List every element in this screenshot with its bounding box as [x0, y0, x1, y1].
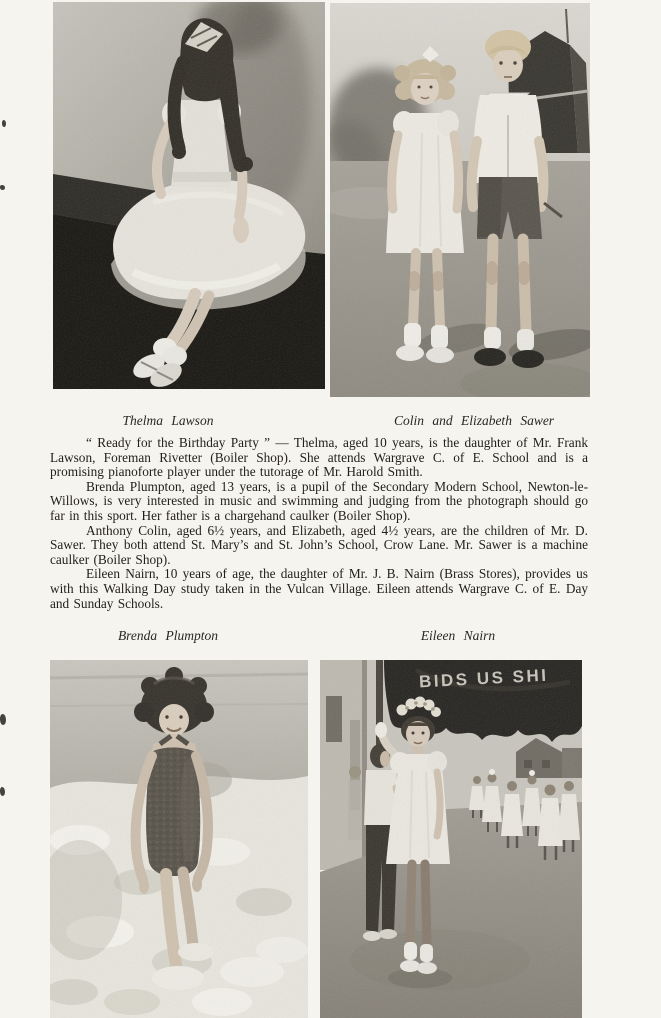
scan-speck	[2, 120, 6, 127]
caption-eileen-nairn: Eileen Nairn	[420, 628, 496, 643]
photo-brenda-plumpton	[50, 660, 308, 1018]
caption-colin-elizabeth-sawer: Colin and Elizabeth Sawer	[393, 413, 555, 428]
article-paragraph: Anthony Colin, aged 6½ years, and Elizabeth, aged 4½ years, are the children of Mr. D. Sawer. They both attend St. Mary’s and St. John’s School, Crow Lane. Mr. Sawer is a machine caulker (Boiler Shop).	[50, 522, 588, 567]
article-paragraph: Brenda Plumpton, aged 13 years, is a pupil of the Secondary Modern School, Newton-le-Willows, is very interested in music and swimming and judging from the photograph should go far in this sport. Her father is a chargehand caulker (Boiler Shop).	[50, 478, 588, 523]
caption-thelma-lawson: Thelma Lawson	[122, 413, 214, 428]
photo-thelma-lawson	[53, 2, 325, 389]
scan-speck	[0, 714, 6, 725]
caption-brenda-plumpton: Brenda Plumpton	[117, 628, 219, 643]
photo-colin-elizabeth-sawer	[330, 3, 590, 397]
photo-eileen-nairn	[320, 660, 582, 1018]
article-paragraph: Eileen Nairn, 10 years of age, the daughter of Mr. J. B. Nairn (Brass Stores), provides us with this Walking Day study taken in the Vulcan Village. Eileen attends Wargrave C. of E. Day and Sunday Schools.	[50, 566, 588, 611]
article-paragraph: “ Ready for the Birthday Party ” — Thelma, aged 10 years, is the daughter of Mr. Frank Lawson, Foreman Rivetter (Boiler Shop). She attends Wargrave C. of E. School and is a promising pianoforte player under the tutorage of Mr. Harold Smith.	[50, 435, 588, 480]
scan-speck	[0, 185, 5, 190]
scan-speck	[0, 787, 5, 796]
article-body	[50, 436, 588, 611]
